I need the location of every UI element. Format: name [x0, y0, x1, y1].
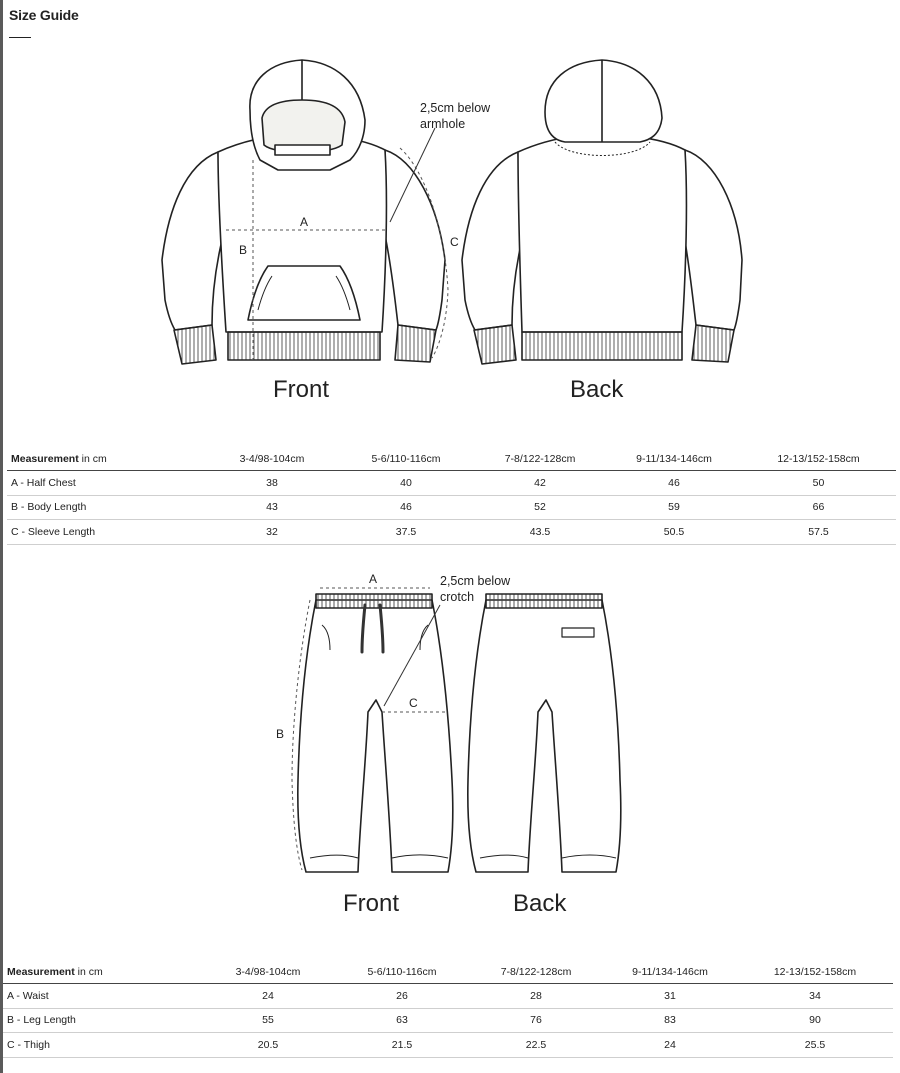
- table-cell: 43.5: [473, 520, 607, 545]
- hoodie-front-caption: Front: [273, 376, 330, 403]
- table-cell: 57.5: [741, 520, 896, 545]
- row-label: C - Thigh: [3, 1033, 201, 1058]
- table-cell: 52: [473, 495, 607, 520]
- row-label: C - Sleeve Length: [7, 520, 205, 545]
- crotch-note-line2: crotch: [440, 590, 475, 604]
- table-cell: 20.5: [201, 1033, 335, 1058]
- pants-diagram: [270, 568, 630, 920]
- armhole-note-line1: 2,5cm below: [420, 101, 491, 115]
- size-column-header: 5-6/110-116cm: [339, 447, 473, 471]
- size-column-header: 7-8/122-128cm: [473, 447, 607, 471]
- table-cell: 46: [607, 471, 741, 496]
- pants-back-drawing: [468, 594, 621, 872]
- table-cell: 50.5: [607, 520, 741, 545]
- size-column-header: 9-11/134-146cm: [603, 960, 737, 984]
- size-column-header: 12-13/152-158cm: [741, 447, 896, 471]
- size-column-header: 9-11/134-146cm: [607, 447, 741, 471]
- table-cell: 83: [603, 1008, 737, 1033]
- table-cell: 55: [201, 1008, 335, 1033]
- hoodie-label-b: B: [239, 243, 248, 257]
- hoodie-back-drawing: [462, 60, 742, 364]
- table-cell: 22.5: [469, 1033, 603, 1058]
- hoodie-label-c: C: [450, 235, 459, 249]
- table-cell: 38: [205, 471, 339, 496]
- table-header-row: [3, 960, 893, 984]
- table-cell: 31: [603, 984, 737, 1009]
- table-row: [3, 1033, 893, 1058]
- table-cell: 40: [339, 471, 473, 496]
- table-header-row: [7, 447, 896, 471]
- table-cell: 50: [741, 471, 896, 496]
- pants-front-caption: Front: [343, 890, 400, 917]
- table-cell: 37.5: [339, 520, 473, 545]
- table-cell: 59: [607, 495, 741, 520]
- pants-label-a: A: [369, 572, 378, 586]
- measurement-header: Measurement in cm: [3, 960, 201, 984]
- title-underline: [9, 37, 31, 38]
- hoodie-back-caption: Back: [570, 376, 624, 403]
- table-cell: 24: [201, 984, 335, 1009]
- hoodie-label-a: A: [300, 215, 309, 229]
- hoodie-front-drawing: [162, 60, 445, 364]
- table-row: [3, 1008, 893, 1033]
- crotch-note-line1: 2,5cm below: [440, 574, 511, 588]
- size-column-header: 3-4/98-104cm: [201, 960, 335, 984]
- table-cell: 32: [205, 520, 339, 545]
- hoodie-size-table: [7, 447, 896, 545]
- pants-front-drawing: [298, 594, 453, 872]
- table-cell: 63: [335, 1008, 469, 1033]
- table-cell: 42: [473, 471, 607, 496]
- table-cell: 43: [205, 495, 339, 520]
- pants-back-caption: Back: [513, 890, 567, 917]
- row-label: B - Body Length: [7, 495, 205, 520]
- table-row: [7, 520, 896, 545]
- armhole-note-line2: armhole: [420, 117, 466, 131]
- table-row: [3, 984, 893, 1009]
- row-label: A - Waist: [3, 984, 201, 1009]
- pants-size-table: [3, 960, 893, 1058]
- size-column-header: 7-8/122-128cm: [469, 960, 603, 984]
- table-cell: 66: [741, 495, 896, 520]
- table-cell: 76: [469, 1008, 603, 1033]
- left-border: [0, 0, 3, 1073]
- table-row: [7, 495, 896, 520]
- table-cell: 25.5: [737, 1033, 893, 1058]
- table-cell: 26: [335, 984, 469, 1009]
- table-cell: 24: [603, 1033, 737, 1058]
- pants-label-c: C: [409, 696, 418, 710]
- hoodie-diagram: [150, 52, 750, 404]
- measurement-header: Measurement in cm: [7, 447, 205, 471]
- table-cell: 34: [737, 984, 893, 1009]
- table-cell: 21.5: [335, 1033, 469, 1058]
- pants-label-b: B: [276, 727, 285, 741]
- row-label: A - Half Chest: [7, 471, 205, 496]
- page-title: Size Guide: [9, 7, 79, 23]
- table-cell: 28: [469, 984, 603, 1009]
- size-column-header: 3-4/98-104cm: [205, 447, 339, 471]
- size-column-header: 5-6/110-116cm: [335, 960, 469, 984]
- row-label: B - Leg Length: [3, 1008, 201, 1033]
- table-row: [7, 471, 896, 496]
- size-column-header: 12-13/152-158cm: [737, 960, 893, 984]
- table-cell: 90: [737, 1008, 893, 1033]
- table-cell: 46: [339, 495, 473, 520]
